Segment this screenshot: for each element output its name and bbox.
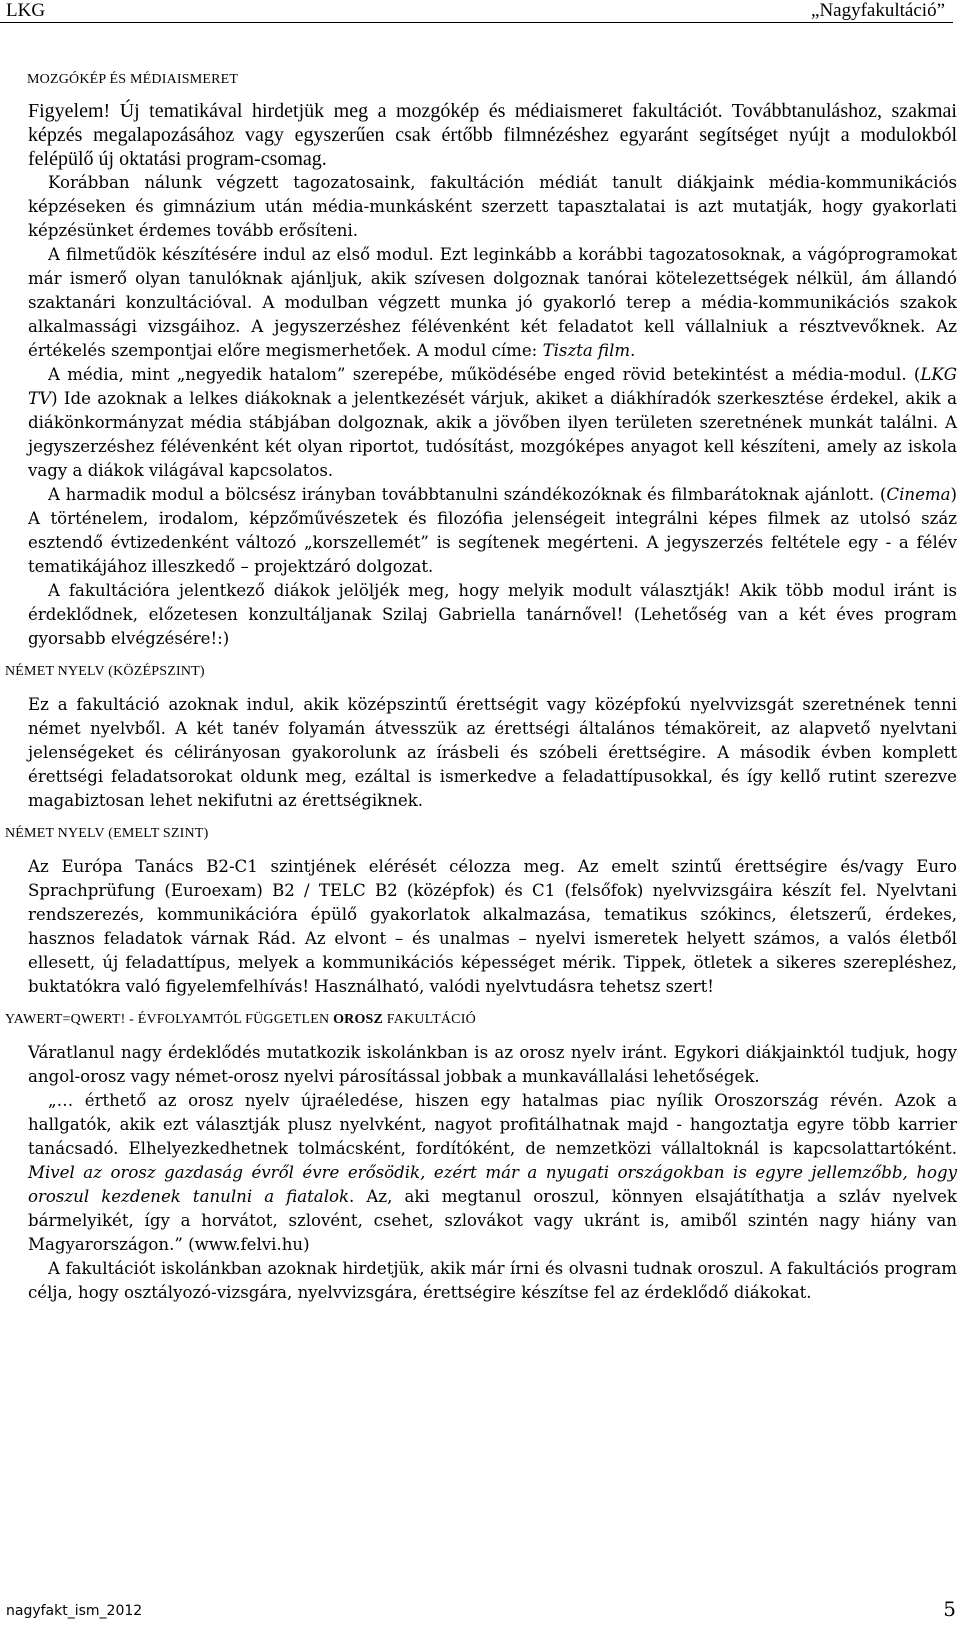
paragraph: A filmetűdök készítésére indul az első modul. Ezt leginkább a korábbi tagozatosoknak, a vágóprogramokat már ismerő olyan tanulóknak ajánljuk, akik szívesen dolgoznak tanórai kötelezettségek nélkül, ám állandó szaktanári konzultációval. A modulban végzett munka jó gyakorló terep a média-kommunikációs szakok alkalmassági vizsgáihoz. A jegyszerzéshez félévenként két feladatot kell vállalniuk a résztvevőknek. Az értékelés szempontjai előre megismerhetőek. A modul címe: Tiszta film. — [28, 245, 957, 360]
section-title-nemet-kozep: NÉMET NYELV (KÖZÉPSZINT) — [5, 664, 205, 679]
paragraph: A harmadik modul a bölcsész irányban továbbtanulni szándékozóknak és filmbarátoknak ajánlott. (Cinema) A történelem, irodalom, képzőművészetek és filozófia jelenségeit integrálni képes filmek az utolsó száz esztendő évtizedenként változó „korszellemét” is segítenek megérteni. A jegyszerzés feltétele egy - a félév tematikájához illeszkedő – projektzáró dolgozat. — [28, 485, 957, 576]
page-number: 5 — [943, 1597, 956, 1621]
paragraph: Ez a fakultáció azoknak indul, akik középszintű érettségit vagy középfokú nyelvvizsgát szeretnének tenni német nyelvből. A két tanév folyamán átvesszük az érettségi általános témaköreit, az alapvető nyelvtani jelenségeket és célirányosan gyakorolunk az írásbeli és szóbeli érettségire. A második évben komplett érettségi feladatsorokat oldunk meg, ezáltal is ismerkedve a feladattípusokkal, és így kellő rutint szerezve magabiztosan lehet nekifutni az érettségiknek. — [28, 695, 957, 810]
paragraph: A média, mint „negyedik hatalom” szerepébe, működésébe enged rövid betekintést a média-modul. (LKG TV) Ide azoknak a lelkes diákoknak a jelentkezését várjuk, akiket a diákhíradók szerkesztése érdekel, akik a diákönkormányzat média stábjában dolgoznak, akik a jövőben ilyen területen szeretnének munkát találni. A jegyszerzéshez félévenként két olyan riportot, tudósítást, mozgóképes anyagot kell készíteni, amely az iskola vagy a diákok világával kapcsolatos. — [28, 365, 957, 480]
document-body — [5, 71, 957, 1305]
footer-filename: nagyfakt_ism_2012 — [6, 1603, 143, 1619]
module-title: Cinema — [886, 485, 951, 504]
paragraph: Korábban nálunk végzett tagozatosaink, fakultáción médiát tanult diákjaink média-kommunikációs képzéseken és gimnázium után média-munkásként szerzett tapasztalatai is azt mutatják, hogy gyakorlati képzésünket érdemes tovább erősíteni. — [28, 173, 957, 240]
paragraph: Az Európa Tanács B2-C1 szintjének elérését célozza meg. Az emelt szintű érettségire és/vagy Euro Sprachprüfung (Euroexam) B2 / TELC B2 (középfok) és C1 (felsőfok) nyelvvizsgáira készít fel. Nyelvtani rendszerezés, kommunikációra épülő gyakorlatok alkalmazása, tematikus szókincs, életszerű, érdekes, hasznos feladatok várnak Rád. Az elvont – és unalmas – nyelvi ismeretek helyett számos, a valós életből ellesett, új feladattípus, melyek a kommunikációs képességet mérik. Tippek, ötletek a sikeres szerepléshez, buktatókra való figyelemfelhívás! Használható, valódi nyelvtudásra tehetsz szert! — [28, 857, 957, 996]
quote-paragraph: „… érthető az orosz nyelv újraéledése, hiszen egy hatalmas piac nyílik Oroszország révén. Azok a hallgatók, akik ezt választják plusz nyelvként, nagyot profitálhatnak majd - hangoztatja egyre több karrier tanácsadó. Elhelyezkedhetnek tolmácsként, fordítóként, de nemzetközi vállaltoknál is kapcsolattartóként. Mivel az orosz gazdaság évről évre erősödik, ezért már a nyugati országokban is egyre jellemzőbb, hogy oroszul kezdenek tanulni a fiatalok. Az, aki megtanul oroszul, könnyen elsajátíthatja a szláv nyelvek bármelyikét, így a horvátot, szlovént, csehet, szlovákot vagy ukránt is, amiből szintén nagy hiány van Magyarországon.” (www.felvi.hu) — [28, 1091, 957, 1254]
module-title: LKG TV — [28, 365, 957, 408]
paragraph: Figyelem! Új tematikával hirdetjük meg a mozgókép és médiaismeret fakultációt. Továbbtanuláshoz, szakmai képzés megalapozásához vagy egyszerűen csak értőbb filmnézéshez egyaránt segítséget nyújt a modulokból felépülő új oktatási program-csomag. — [28, 100, 957, 170]
section-title-orosz: YAWERT=QWERT! - ÉVFOLYAMTÓL FÜGGETLEN OROSZ FAKULTÁCIÓ — [5, 1012, 476, 1027]
section-title-mozgokep: MOZGÓKÉP ÉS MÉDIAISMERET — [27, 72, 239, 87]
page-header — [0, 0, 953, 23]
paragraph: Váratlanul nagy érdeklődés mutatkozik iskolánkban is az orosz nyelv iránt. Egykori diákjainktól tudjuk, hogy angol-orosz vagy német-orosz nyelvi párosítással jobbak a munkavállalási lehetőségek. — [28, 1043, 957, 1086]
header-right-text: „Nagyfakultáció” — [811, 0, 945, 21]
section-title-nemet-emelt: NÉMET NYELV (EMELT SZINT) — [5, 826, 209, 841]
paragraph: A fakultációt iskolánkban azoknak hirdetjük, akik már írni és olvasni tudnak oroszul. A fakultációs program célja, hogy osztályozó-vizsgára, nyelvvizsgára, érettségire készítse fel az érdeklődő diákokat. — [28, 1259, 957, 1302]
header-left-text: LKG — [6, 0, 46, 21]
page-footer — [6, 1597, 956, 1623]
italic-quote: Mivel az orosz gazdaság évről évre erősödik, ezért már a nyugati országokban is egyre jellemzőbb, hogy oroszul kezdenek tanulni a fiatalok — [28, 1163, 957, 1206]
module-title: Tiszta film — [542, 341, 631, 360]
paragraph: A fakultációra jelentkező diákok jelöljék meg, hogy melyik modult választják! Akik több modul iránt is érdeklődnek, előzetesen konzultáljanak Szilaj Gabriella tanárnővel! (Lehetőség van a két éves program gyorsabb elvégzésére!:) — [28, 581, 957, 648]
